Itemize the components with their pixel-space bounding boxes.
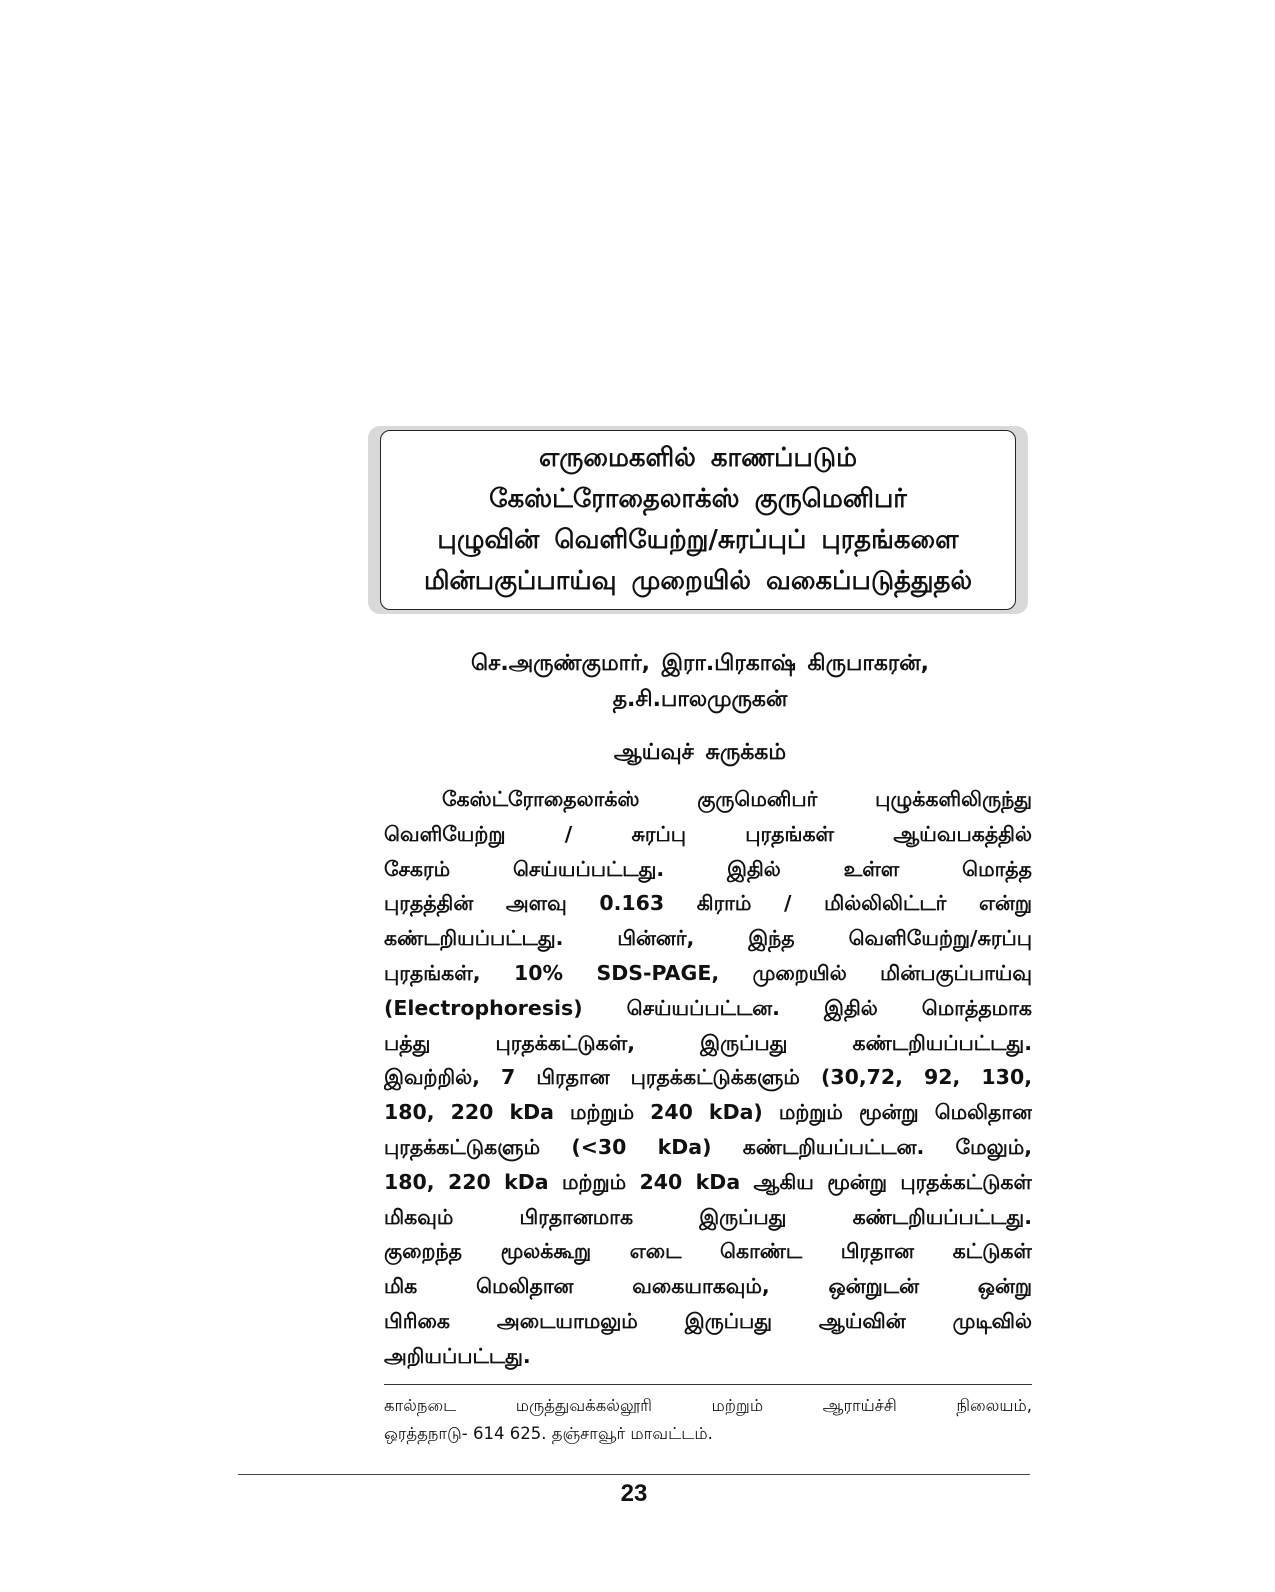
footnote-line: கால்நடை மருத்துவக்கல்லூரி மற்றும் ஆராய்ச்சி நிலையம், [384, 1396, 1032, 1415]
abstract-line: பத்து புரதக்கட்டுகள், இருப்பது கண்டறியப்பட்டது. [384, 1030, 1032, 1055]
abstract-line: இவற்றில், 7 பிரதான புரதக்கட்டுக்களும் (30,72, 92, 130, [384, 1065, 1032, 1090]
abstract-line: கண்டறியப்பட்டது. பின்னர், இந்த வெளியேற்று/சுரப்பு [384, 926, 1032, 951]
author-list [370, 646, 1030, 718]
abstract-body [384, 782, 1032, 1374]
abstract-line: புரதத்தின் அளவு 0.163 கிராம் / மில்லிலிட்டர் என்று [384, 891, 1032, 916]
abstract-line: மிகவும் பிரதானமாக இருப்பது கண்டறியப்பட்டது. [384, 1204, 1032, 1229]
author-line: த.சி.பாலமுருகன் [612, 687, 788, 712]
abstract-line: கேஸ்ட்ரோதைலாக்ஸ் குருமெனிபர் புழுக்களிலிருந்து [442, 787, 1032, 811]
abstract-line: 180, 220 kDa மற்றும் 240 kDa ஆகிய மூன்று புரதக்கட்டுகள் [384, 1169, 1032, 1194]
title-line: கேஸ்ட்ரோதைலாக்ஸ் குருமெனிபர் [489, 484, 907, 514]
footnote [384, 1392, 1032, 1448]
page-footer-divider [238, 1474, 1030, 1475]
abstract-line: புரதங்கள், 10% SDS-PAGE, முறையில் மின்பகுப்பாய்வு [384, 960, 1032, 985]
title-line: புழுவின் வெளியேற்று/சுரப்புப் புரதங்களை [437, 525, 959, 555]
abstract-line: மிக மெலிதான வகையாகவும், ஒன்றுடன் ஒன்று [384, 1274, 1032, 1299]
abstract-line: (Electrophoresis) செய்யப்பட்டன. இதில் மொத்தமாக [384, 995, 1032, 1020]
abstract-line: வெளியேற்று / சுரப்பு புரதங்கள் ஆய்வபகத்தில் [384, 821, 1032, 846]
footnote-divider [384, 1384, 1032, 1385]
abstract-heading: ஆய்வுச் சுருக்கம் [613, 740, 787, 765]
footnote-line: ஒரத்தநாடு- 614 625. தஞ்சாவூர் மாவட்டம். [384, 1424, 713, 1443]
title-line: மின்பகுப்பாய்வு முறையில் வகைப்படுத்துதல் [423, 566, 973, 596]
abstract-line: சேகரம் செய்யப்பட்டது. இதில் உள்ள மொத்த [384, 856, 1032, 881]
abstract-line: குறைந்த மூலக்கூறு எடை கொண்ட பிரதான கட்டுகள் [384, 1239, 1032, 1264]
title-box [368, 426, 1028, 614]
abstract-line: அறியப்பட்டது. [384, 1343, 531, 1368]
abstract-line: பிரிகை அடையாமலும் இருப்பது ஆய்வின் முடிவில் [384, 1308, 1032, 1333]
abstract-line: புரதக்கட்டுகளும் (<30 kDa) கண்டறியப்பட்டன. மேலும், [384, 1134, 1032, 1159]
page-number: 23 [620, 1480, 648, 1507]
author-line: செ.அருண்குமார், இரா.பிரகாஷ் கிருபாகரன், [471, 651, 929, 676]
title-frame [380, 430, 1016, 610]
abstract-line: 180, 220 kDa மற்றும் 240 kDa) மற்றும் மூன்று மெலிதான [384, 1100, 1032, 1125]
title-line: எருமைகளில் காணப்படும் [538, 443, 858, 473]
